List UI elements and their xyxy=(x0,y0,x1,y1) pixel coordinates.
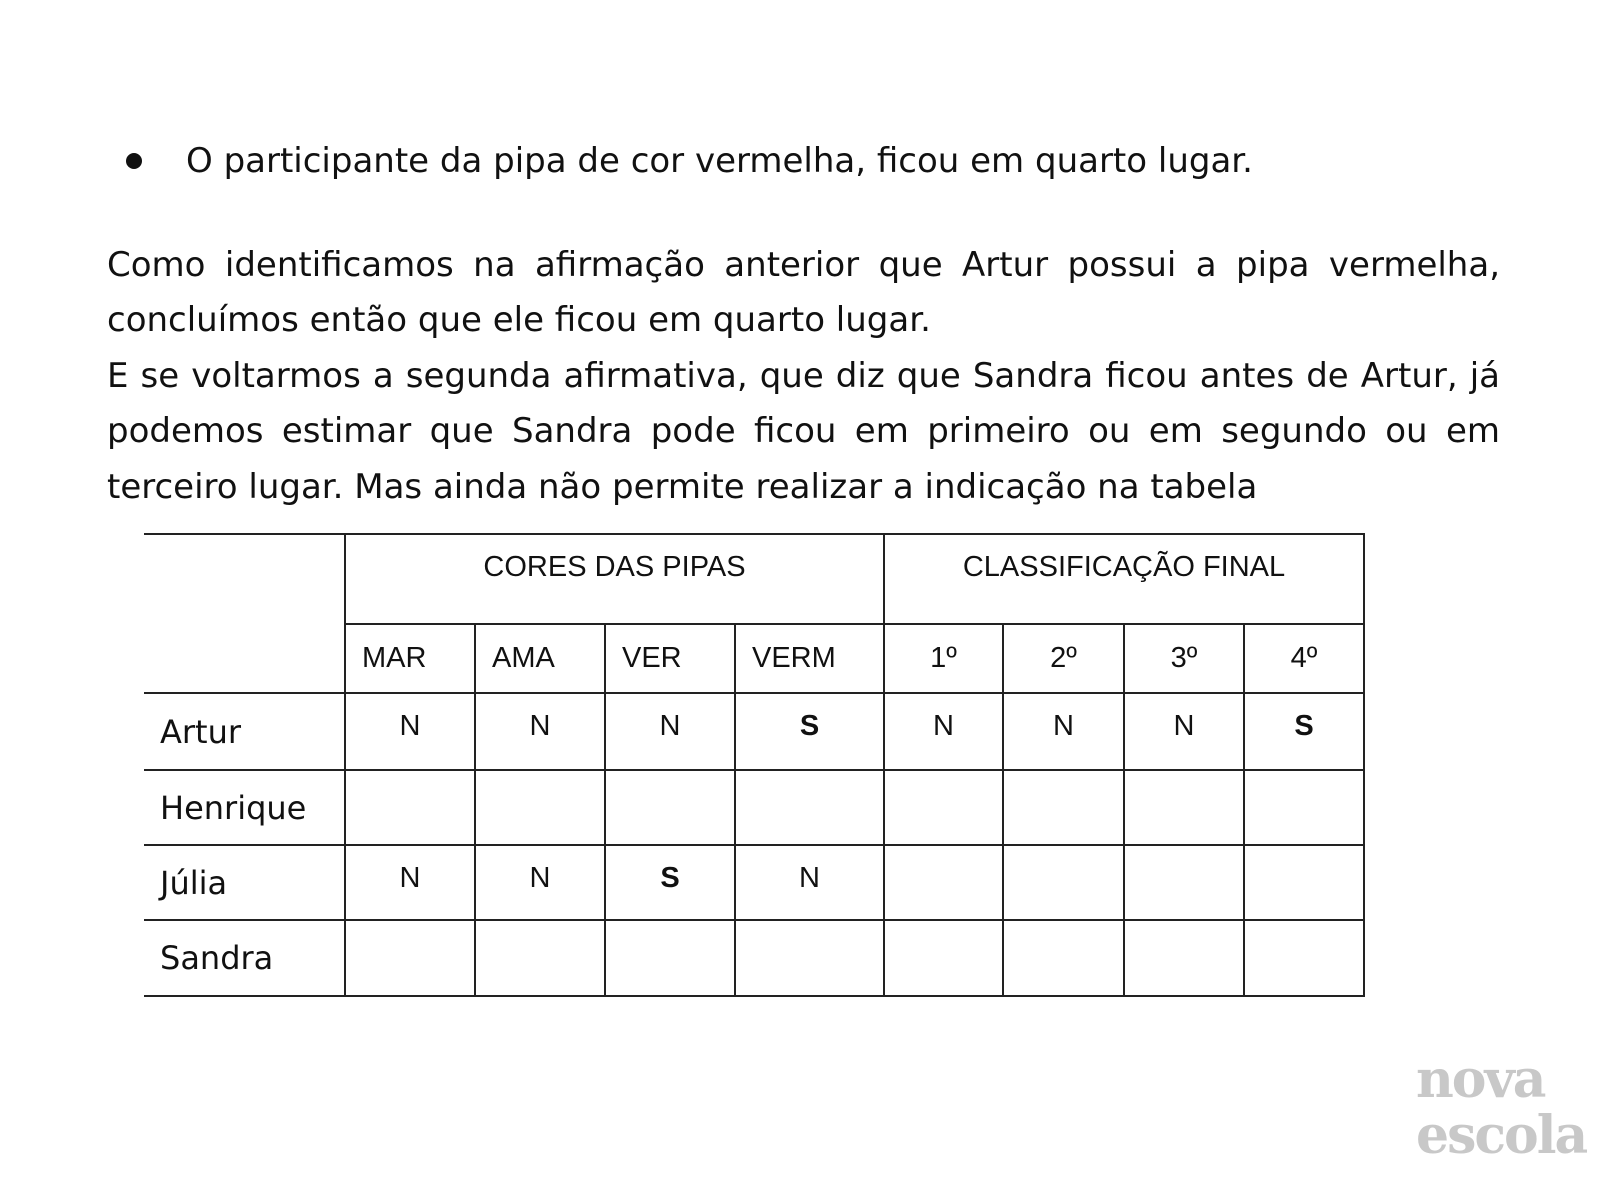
grid-cell xyxy=(735,770,884,845)
grid-cell: N xyxy=(475,845,605,920)
grid-cell: S xyxy=(1244,693,1364,770)
row-name: Sandra xyxy=(144,920,345,996)
column-header: 2º xyxy=(1003,624,1124,693)
grid-cell xyxy=(1124,770,1244,845)
grid-cell: N xyxy=(475,693,605,770)
grid-cell xyxy=(735,920,884,996)
row-name: Artur xyxy=(144,693,345,770)
grid-cell xyxy=(1244,770,1364,845)
bullet-item xyxy=(122,136,1600,186)
grid-cell xyxy=(1244,845,1364,920)
paragraph-1: Como identificamos na afirmação anterior que Artur possui a pipa vermelha, concluímos então que ele ficou em quarto lugar. xyxy=(107,245,1500,341)
logic-grid-table xyxy=(144,533,1365,997)
grid-cell xyxy=(1124,845,1244,920)
page-content xyxy=(0,136,1600,997)
corner-cell xyxy=(144,534,345,693)
grid-cell xyxy=(1244,920,1364,996)
group-header-colors: CORES DAS PIPAS xyxy=(345,534,884,624)
nova-escola-logo xyxy=(1416,1049,1587,1166)
grid-cell: N xyxy=(345,845,475,920)
grid-cell xyxy=(884,770,1003,845)
grid-cell: N xyxy=(345,693,475,770)
grid-cell: S xyxy=(735,693,884,770)
grid-cell: N xyxy=(1124,693,1244,770)
grid-cell xyxy=(345,770,475,845)
table-row xyxy=(144,693,1364,770)
grid-cell: S xyxy=(605,845,735,920)
group-header-ranking: CLASSIFICAÇÃO FINAL xyxy=(884,534,1364,624)
grid-cell: N xyxy=(1003,693,1124,770)
grid-cell: N xyxy=(735,845,884,920)
row-name: Júlia xyxy=(144,845,345,920)
column-header: VERM xyxy=(735,624,884,693)
grid-cell: N xyxy=(605,693,735,770)
bullet-icon xyxy=(126,153,142,169)
column-header: 4º xyxy=(1244,624,1364,693)
row-name: Henrique xyxy=(144,770,345,845)
column-header: 3º xyxy=(1124,624,1244,693)
table-body xyxy=(144,693,1364,996)
table-row xyxy=(144,770,1364,845)
table-row xyxy=(144,845,1364,920)
logo-line-2: escola xyxy=(1416,1105,1587,1166)
grid-cell xyxy=(1003,845,1124,920)
grid-cell xyxy=(1124,920,1244,996)
grid-cell xyxy=(475,920,605,996)
grid-cell xyxy=(605,920,735,996)
explanation-text xyxy=(107,238,1500,515)
grid-cell xyxy=(884,920,1003,996)
grid-cell xyxy=(605,770,735,845)
logo-line-1: nova xyxy=(1416,1049,1545,1110)
grid-cell xyxy=(1003,770,1124,845)
column-header: VER xyxy=(605,624,735,693)
column-header: 1º xyxy=(884,624,1003,693)
grid-cell xyxy=(345,920,475,996)
bullet-text: O participante da pipa de cor vermelha, ficou em quarto lugar. xyxy=(186,141,1253,181)
grid-cell: N xyxy=(884,693,1003,770)
paragraph-2: E se voltarmos a segunda afirmativa, que diz que Sandra ficou antes de Artur, já podemos estimar que Sandra pode ficou em primeiro ou em segundo ou em terceiro lugar. Mas ainda não permite realizar a indicação na tabela xyxy=(107,355,1500,507)
grid-cell xyxy=(884,845,1003,920)
column-header: MAR xyxy=(345,624,475,693)
grid-cell xyxy=(475,770,605,845)
column-header: AMA xyxy=(475,624,605,693)
grid-cell xyxy=(1003,920,1124,996)
table-row xyxy=(144,920,1364,996)
